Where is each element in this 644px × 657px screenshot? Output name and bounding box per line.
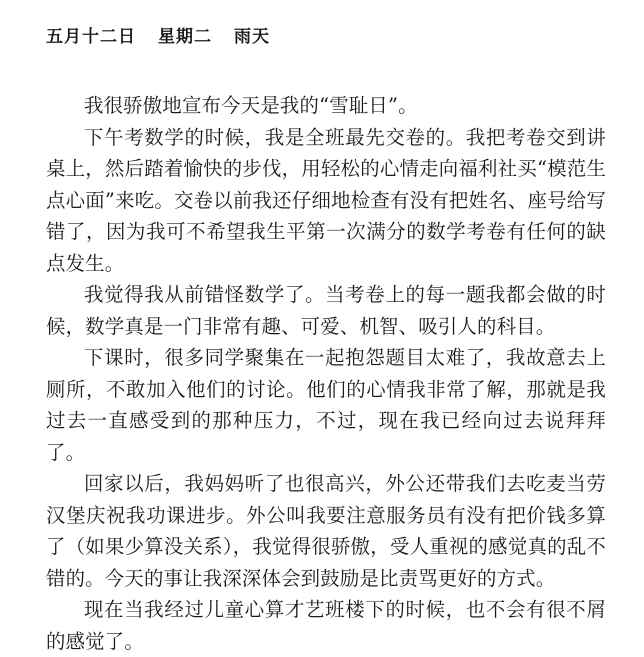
- paragraph-5: 回家以后，我妈妈听了也很高兴，外公还带我们去吃麦当劳汉堡庆祝我功课进步。外公叫我要注意服务员有没有把价钱多算了（如果少算没关系），我觉得很骄傲，受人重视的感觉真的乱不错的。今天的事让我深深体会到鼓励是比责骂更好的方式。: [46, 472, 606, 590]
- paragraph-3: 我觉得我从前错怪数学了。当考卷上的每一题我都会做的时候，数学真是一门非常有趣、可爱、机智、吸引人的科目。: [46, 283, 606, 338]
- diary-weather: 雨天: [234, 27, 270, 47]
- paragraph-4: 下课时，很多同学聚集在一起抱怨题目太难了，我故意去上厕所，不敢加入他们的讨论。他们的心情我非常了解，那就是我过去一直感受到的那种压力，不过，现在我已经向过去说拜拜了。: [46, 346, 606, 464]
- diary-header: [46, 22, 270, 47]
- paragraph-6: 现在当我经过儿童心算才艺班楼下的时候，也不会有很不屑的感觉了。: [46, 598, 606, 653]
- diary-date: 五月十二日: [46, 27, 136, 47]
- paragraph-1: 我很骄傲地宣布今天是我的“雪耻日”。: [84, 94, 418, 117]
- paragraph-2: 下午考数学的时候，我是全班最先交卷的。我把考卷交到讲桌上，然后踏着愉快的步伐，用轻松的心情走向福利社买“模范生点心面”来吃。交卷以前我还仔细地检查有没有把姓名、座号给写错了，因为我可不希望我生平第一次满分的数学考卷有任何的缺点发生。: [46, 125, 606, 275]
- diary-weekday: 星期二: [158, 27, 212, 47]
- diary-body: [46, 90, 606, 657]
